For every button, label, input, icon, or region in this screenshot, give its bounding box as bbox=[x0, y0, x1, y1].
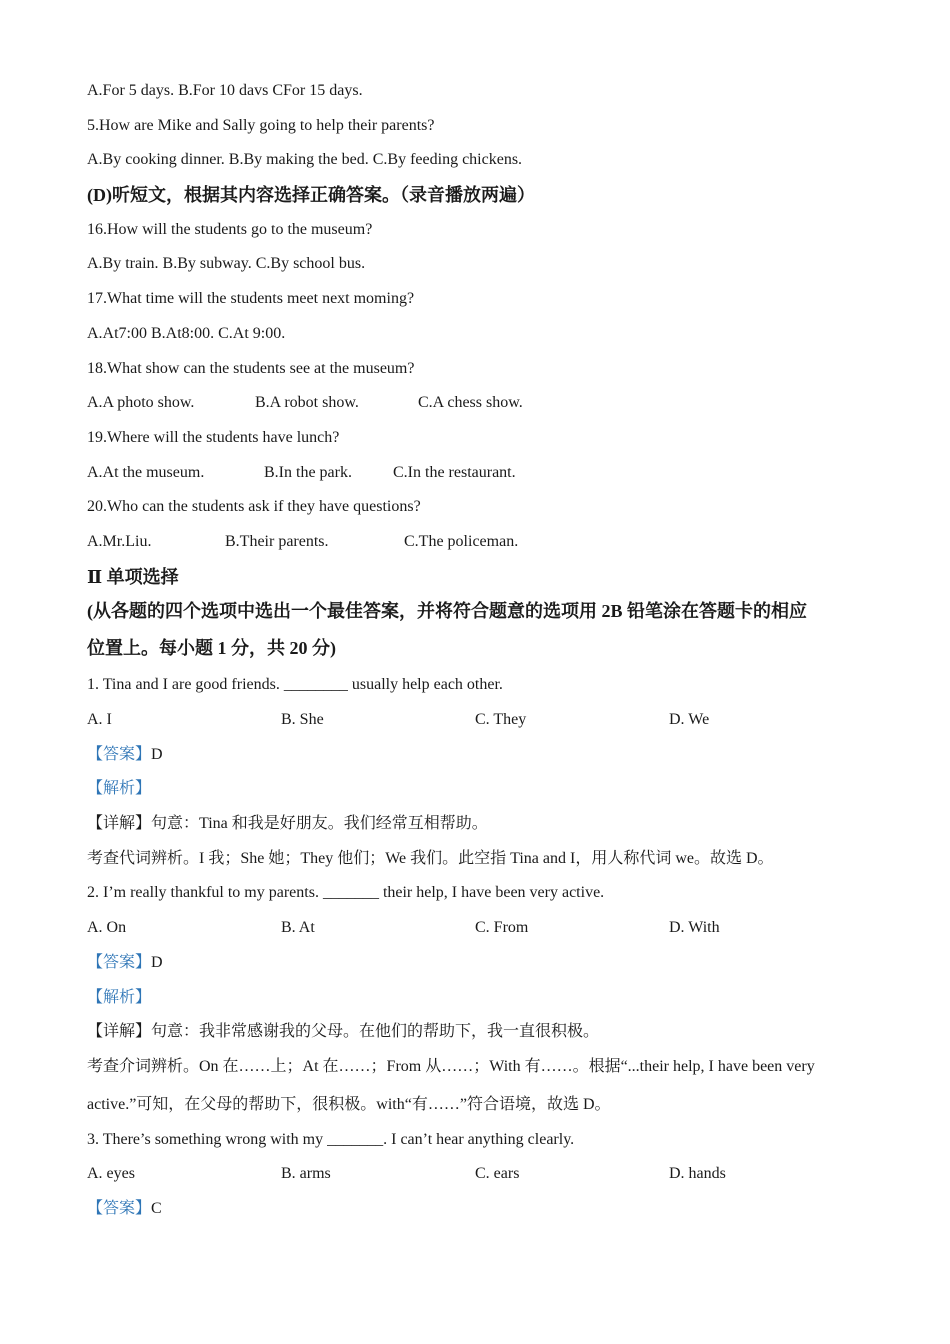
q19-options bbox=[87, 460, 867, 495]
item-1-question: 1. Tina and I are good friends. ________ usually help each other. bbox=[87, 676, 503, 694]
q17-question: 17.What time will the students meet next moming? bbox=[87, 290, 415, 308]
item-3-answer bbox=[87, 1196, 867, 1231]
q5-options: A.By cooking dinner. B.By making the bed. C.By feeding chickens. bbox=[87, 151, 523, 169]
item-2-question: 2. I’m really thankful to my parents. _______ their help, I have been very active. bbox=[87, 884, 605, 902]
item-1-answer bbox=[87, 742, 867, 777]
item-3-option-d: D. hands bbox=[669, 1165, 726, 1183]
item-2-option-d: D. With bbox=[669, 919, 720, 937]
answer-label: 【答案】 bbox=[87, 1199, 152, 1217]
q18-option-a: A.A photo show. bbox=[87, 394, 195, 412]
item-3-option-c: C. ears bbox=[475, 1165, 520, 1183]
q20-question: 20.Who can the students ask if they have questions? bbox=[87, 498, 421, 516]
item-3-question: 3. There’s something wrong with my _______. I can’t hear anything clearly. bbox=[87, 1130, 575, 1148]
answer-value: D bbox=[151, 745, 163, 763]
q20-option-b: B.Their parents. bbox=[225, 532, 329, 550]
q15-options: A.For 5 days. B.For 10 davs CFor 15 days. bbox=[87, 82, 363, 99]
section-2-title: Ⅱ 单项选择 bbox=[87, 566, 179, 587]
section-2-instructions-1: (从各题的四个选项中选出一个最佳答案，并将符合题意的选项用 2B 铅笔涂在答题卡的相应 bbox=[87, 601, 807, 622]
item-2-option-a: A. On bbox=[87, 919, 127, 937]
item-2-option-c: C. From bbox=[475, 919, 529, 937]
answer-value: C bbox=[151, 1199, 162, 1217]
item-2-answer bbox=[87, 950, 867, 985]
item-1-detail-2: 考查代词辨析。I 我；She 她；They 他们；We 我们。此空指 Tina and I，用人称代词 we。故选 D。 bbox=[87, 849, 774, 867]
item-3-option-b: B. arms bbox=[281, 1165, 331, 1183]
q18-option-c: C.A chess show. bbox=[418, 394, 523, 412]
q19-option-b: B.In the park. bbox=[264, 463, 352, 481]
document-page bbox=[87, 78, 867, 1231]
item-1-option-c: C. They bbox=[475, 711, 527, 728]
q5-question: 5.How are Mike and Sally going to help their parents? bbox=[87, 116, 435, 134]
q19-option-a: A.At the museum. bbox=[87, 463, 205, 481]
q17-options: A.At7:00 B.At8:00. C.At 9:00. bbox=[87, 324, 286, 342]
section-d-heading: (D)听短文，根据其内容选择正确答案。（录音播放两遍） bbox=[87, 185, 535, 206]
q18-options bbox=[87, 390, 867, 425]
item-2-options bbox=[87, 915, 867, 950]
item-2-detail-2: 考查介词辨析。On 在……上；At 在……；From 从……；With 有……。根据“...their help, I have been very bbox=[87, 1057, 815, 1075]
q18-option-b: B.A robot show. bbox=[255, 394, 359, 412]
section-2-instructions-2: 位置上。每小题 1 分，共 20 分) bbox=[87, 638, 336, 659]
q20-option-a: A.Mr.Liu. bbox=[87, 532, 152, 550]
item-1-option-a: A. I bbox=[87, 711, 112, 728]
q19-option-c: C.In the restaurant. bbox=[393, 463, 516, 481]
item-1-options bbox=[87, 707, 867, 742]
answer-label: 【答案】 bbox=[87, 953, 152, 971]
q20-options bbox=[87, 529, 867, 564]
item-2-detail-3: active.”可知，在父母的帮助下，很积极。with“有……”符合语境，故选 D。 bbox=[87, 1095, 611, 1113]
item-1-detail-1: 【详解】句意：Tina 和我是好朋友。我们经常互相帮助。 bbox=[87, 815, 488, 833]
item-3-options bbox=[87, 1161, 867, 1196]
item-3-option-a: A. eyes bbox=[87, 1165, 135, 1183]
q16-options: A.By train. B.By subway. C.By school bus. bbox=[87, 255, 366, 273]
q16-question: 16.How will the students go to the museum? bbox=[87, 220, 373, 238]
item-1-option-b: B. She bbox=[281, 711, 324, 728]
item-2-detail-1: 【详解】句意：我非常感谢我的父母。在他们的帮助下，我一直很积极。 bbox=[87, 1023, 600, 1041]
q19-question: 19.Where will the students have lunch? bbox=[87, 428, 340, 446]
answer-label: 【答案】 bbox=[87, 745, 152, 763]
item-2-option-b: B. At bbox=[281, 919, 315, 937]
q18-question: 18.What show can the students see at the museum? bbox=[87, 359, 415, 377]
answer-value: D bbox=[151, 953, 163, 971]
item-2-analysis-label: 【解析】 bbox=[87, 988, 152, 1006]
q20-option-c: C.The policeman. bbox=[404, 532, 519, 550]
item-1-analysis-label: 【解析】 bbox=[87, 780, 152, 798]
item-1-option-d: D. We bbox=[669, 711, 710, 728]
